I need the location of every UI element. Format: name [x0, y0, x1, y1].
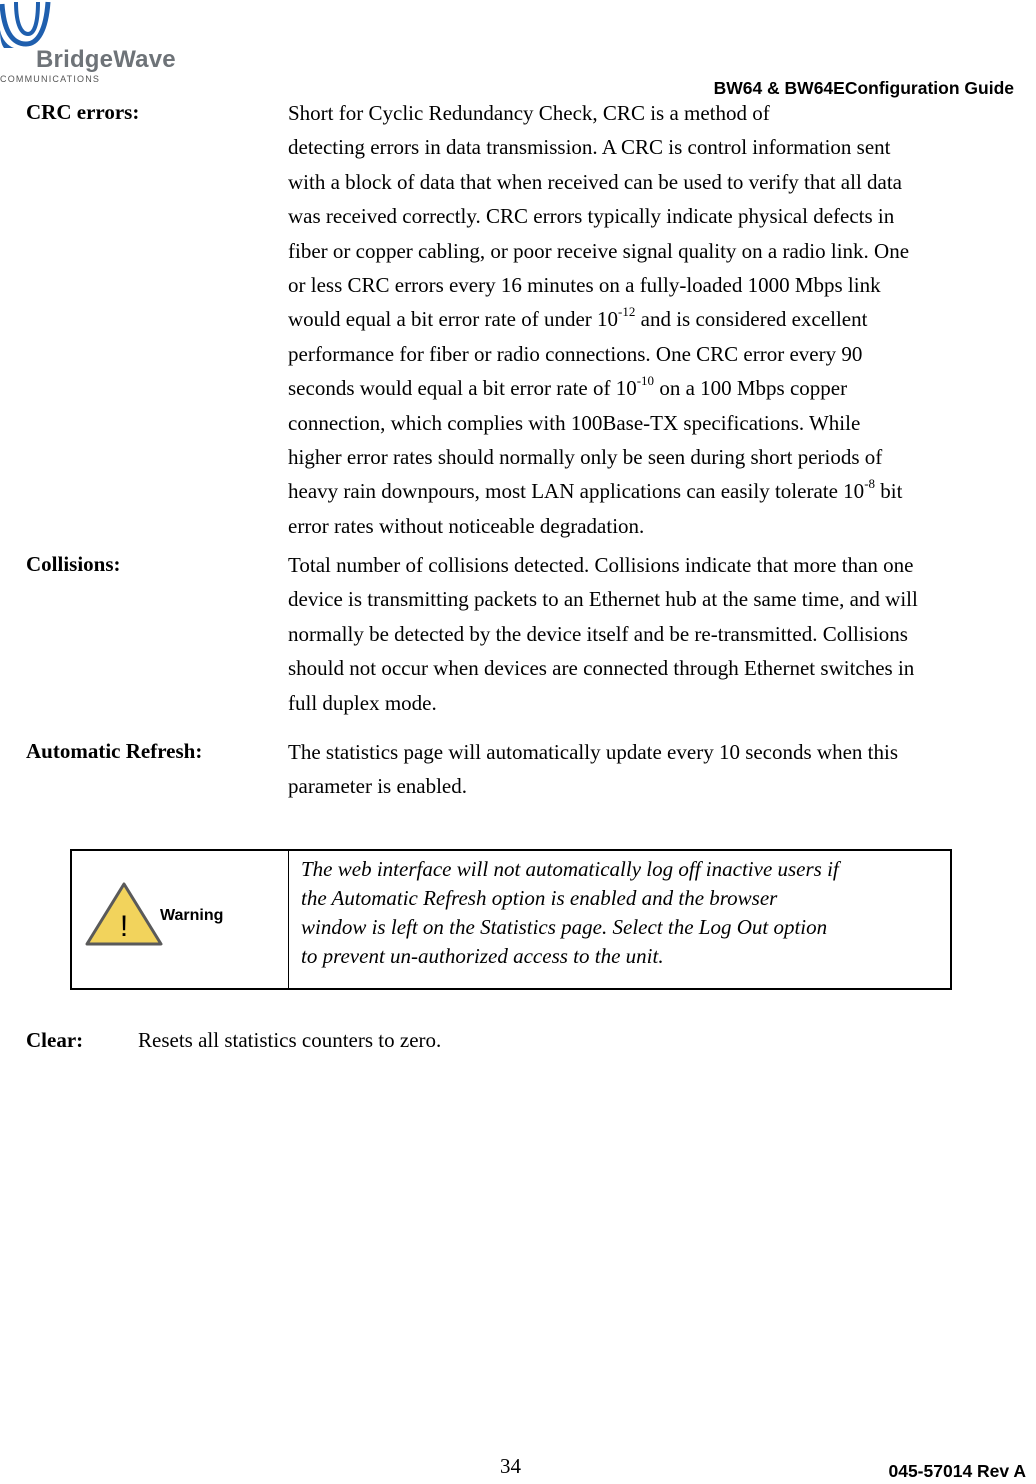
- automatic-refresh-term: Automatic Refresh:: [26, 739, 203, 763]
- text-line: parameter is enabled.: [288, 774, 467, 799]
- document-title: BW64 & BW64EConfiguration Guide: [713, 78, 1014, 98]
- collisions-term: Collisions:: [26, 552, 121, 576]
- exponent: -10: [636, 373, 655, 389]
- text-line: to prevent un-authorized access to the unit.: [301, 944, 664, 968]
- warning-text: [301, 855, 839, 971]
- text-line: Short for Cyclic Redundancy Check, CRC is a method of: [288, 101, 770, 125]
- text-line: Total number of collisions detected. Collisions indicate that more than one: [288, 553, 914, 577]
- svg-text:!: !: [119, 910, 129, 943]
- warning-label: Warning: [160, 907, 224, 924]
- text-fragment: on a 100 Mbps copper: [654, 376, 848, 401]
- text-line: should not occur when devices are connected through Ethernet switches in: [288, 656, 915, 681]
- text-fragment: would equal a bit error rate of under 10: [288, 307, 619, 332]
- text-line: or less CRC errors every 16 minutes on a fully-loaded 1000 Mbps link: [288, 273, 881, 298]
- text-fragment: seconds would equal a bit error rate of 10: [288, 376, 637, 401]
- text-line: fiber or copper cabling, or poor receive signal quality on a radio link. One: [288, 238, 910, 263]
- bridgewave-swoosh-icon: [0, 0, 60, 50]
- bridgewave-logo: [0, 0, 200, 90]
- warning-divider: [288, 851, 289, 988]
- warning-box: [70, 849, 952, 990]
- text-line: higher error rates should normally only be seen during short periods of: [288, 445, 883, 470]
- logo-subtitle: COMMUNICATIONS: [0, 74, 101, 84]
- automatic-refresh-description: [288, 735, 898, 804]
- document-revision: 045-57014 Rev A: [888, 1461, 1026, 1481]
- text-line: The web interface will not automatically log off inactive users if: [301, 857, 839, 881]
- collisions-description: [288, 548, 918, 720]
- text-line: connection, which complies with 100Base-TX specifications. While: [288, 410, 861, 435]
- text-line: [288, 371, 909, 405]
- warning-triangle-icon: [84, 881, 164, 947]
- exponent: -12: [618, 304, 636, 320]
- crc-errors-description: [288, 96, 909, 543]
- logo-wordmark: BridgeWave: [36, 46, 176, 73]
- text-line: error rates without noticeable degradation.: [288, 513, 645, 538]
- text-line: performance for fiber or radio connections. One CRC error every 90: [288, 341, 863, 366]
- page-number: 34: [500, 1454, 521, 1478]
- text-line: device is transmitting packets to an Ethernet hub at the same time, and will: [288, 587, 918, 612]
- text-line: [288, 302, 909, 336]
- text-line: detecting errors in data transmission. A CRC is control information sent: [288, 135, 891, 160]
- text-line: window is left on the Statistics page. Select the Log Out option: [301, 915, 828, 939]
- text-line: normally be detected by the device itself and be re-transmitted. Collisions: [288, 621, 908, 646]
- exponent: -8: [864, 476, 876, 492]
- text-line: with a block of data that when received can be used to verify that all data: [288, 169, 903, 194]
- text-line: the Automatic Refresh option is enabled and the browser: [301, 886, 778, 910]
- clear-description: Resets all statistics counters to zero.: [138, 1028, 442, 1052]
- text-line: The statistics page will automatically update every 10 seconds when this: [288, 740, 899, 764]
- text-fragment: bit: [875, 479, 903, 504]
- text-fragment: and is considered excellent: [635, 307, 868, 332]
- text-line: full duplex mode.: [288, 690, 437, 715]
- text-line: [288, 474, 909, 508]
- crc-errors-term: CRC errors:: [26, 100, 140, 124]
- clear-term: Clear:: [26, 1028, 84, 1052]
- text-fragment: heavy rain downpours, most LAN applications can easily tolerate 10: [288, 479, 865, 504]
- text-line: was received correctly. CRC errors typically indicate physical defects in: [288, 204, 895, 229]
